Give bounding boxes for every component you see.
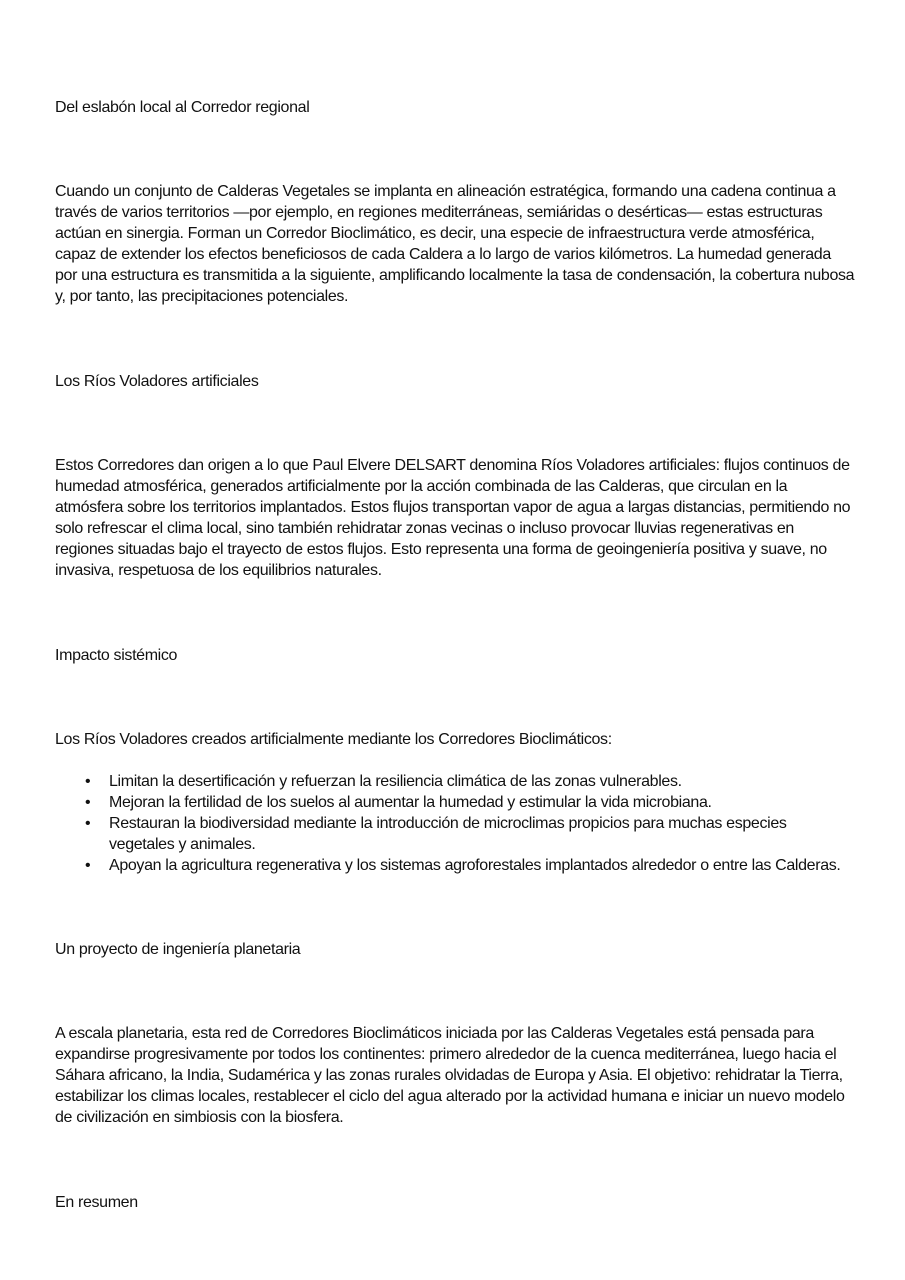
section-paragraph-ingenieria-planetaria: A escala planetaria, esta red de Corredores Bioclimáticos iniciada por las Calderas Vegetales está pensada para expandirse progresivamente por todos los continentes: primero alrededor de la cuenca mediterránea, luego hacia el Sáhara africano, la India, Sudamérica y las zonas rurales olvidadas de Europa y Asia. El objetivo: rehidratar la Tierra, estabilizar los climas locales, restablecer el ciclo del agua alterado por la actividad humana e iniciar un nuevo modelo de civilización en simbiosis con la biosfera.: [55, 1025, 845, 1126]
list-item: [55, 792, 855, 813]
section-heading-corredor-regional: Del eslabón local al Corredor regional: [55, 99, 310, 116]
impact-bullet-list: [55, 771, 855, 876]
section-heading-impacto-sistemico: Impacto sistémico: [55, 647, 178, 664]
section-heading-en-resumen: En resumen: [55, 1194, 138, 1211]
list-item: [55, 813, 855, 855]
list-item: [55, 771, 855, 792]
bullet-icon: •: [85, 815, 91, 832]
section-paragraph-corredor-regional: Cuando un conjunto de Calderas Vegetales se implanta en alineación estratégica, formando una cadena continua a través de varios territorios —por ejemplo, en regiones mediterráneas, semiáridas o desérticas— estas estructuras actúan en sinergia. Forman un Corredor Bioclimático, es decir, una especie de infraestructura verde atmosférica, capaz de extender los efectos beneficiosos de cada Caldera a lo largo de varios kilómetros. La humedad generada por una estructura es transmitida a la siguiente, amplificando localmente la tasa de condensación, la cobertura nubosa y, por tanto, las precipitaciones potenciales.: [55, 183, 855, 305]
section-heading-ingenieria-planetaria: Un proyecto de ingeniería planetaria: [55, 941, 301, 958]
bullet-icon: •: [85, 773, 91, 790]
list-item: [55, 855, 855, 876]
bullet-icon: •: [85, 794, 91, 811]
section-heading-rios-voladores: Los Ríos Voladores artificiales: [55, 373, 259, 390]
bullet-icon: •: [85, 857, 91, 874]
list-item-text: Restauran la biodiversidad mediante la introducción de microclimas propicios para muchas especies vegetales y animales.: [109, 815, 787, 853]
list-item-text: Apoyan la agricultura regenerativa y los sistemas agroforestales implantados alrededor o entre las Calderas.: [109, 857, 841, 874]
section-paragraph-rios-voladores: Estos Corredores dan origen a lo que Paul Elvere DELSART denomina Ríos Voladores artificiales: flujos continuos de humedad atmosférica, generados artificialmente por la acción combinada de las Calderas, que circulan en la atmósfera sobre los territorios implantados. Estos flujos transportan vapor de agua a largas distancias, permitiendo no solo refrescar el clima local, sino también rehidratar zonas vecinas o incluso provocar lluvias regenerativas en regiones situadas bajo el trayecto de estos flujos. Esto representa una forma de geoingeniería positiva y suave, no invasiva, respetuosa de los equilibrios naturales.: [55, 457, 851, 579]
section-intro-impacto-sistemico: Los Ríos Voladores creados artificialmente mediante los Corredores Bioclimáticos:: [55, 731, 612, 748]
list-item-text: Limitan la desertificación y refuerzan la resiliencia climática de las zonas vulnerables.: [109, 773, 682, 790]
list-item-text: Mejoran la fertilidad de los suelos al aumentar la humedad y estimular la vida microbiana.: [109, 794, 712, 811]
